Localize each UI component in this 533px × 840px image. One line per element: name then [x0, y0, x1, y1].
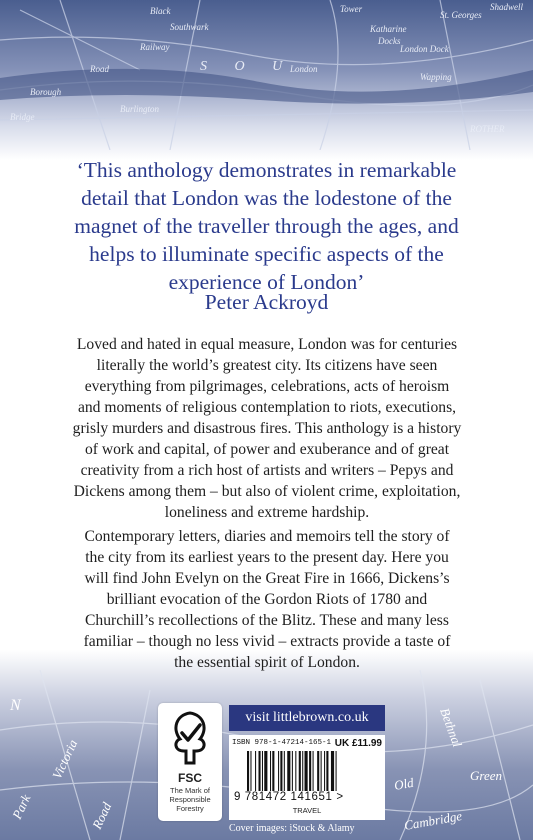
- quote-line: detail that London was the lodestone of the: [81, 186, 452, 210]
- barcode-bar: [255, 751, 256, 791]
- map-label: Railway: [140, 42, 170, 52]
- barcode-bar: [305, 751, 308, 791]
- blurb-line: creativity from a rich host of artists and writers – Pepys and: [80, 462, 454, 479]
- blurb-line: familiar – though no less vivid – extracts provide a taste of: [83, 633, 451, 650]
- isbn-label: ISBN 978-1-47214-165-1: [232, 739, 332, 747]
- map-label: Katharine: [370, 24, 407, 34]
- quote-author: Peter Ackroyd: [204, 290, 329, 314]
- map-label: Park: [9, 792, 34, 822]
- fsc-badge: [158, 703, 222, 821]
- quote-line: magnet of the traveller through the ages, and: [74, 214, 459, 238]
- blurb-line: Churchill’s recollections of the Blitz. These and many less: [85, 612, 449, 629]
- blurb-line: will find John Evelyn on the Great Fire in 1666, Dickens’s: [84, 570, 450, 587]
- barcode-bar: [270, 751, 271, 791]
- map-label: Shadwell: [490, 2, 523, 12]
- map-label: Bethnal: [437, 705, 466, 750]
- barcode-bar: [272, 751, 274, 791]
- blurb-line: brilliant evocation of the Gordon Riots of 1780 and: [106, 591, 428, 608]
- category-label: TRAVEL: [292, 806, 322, 815]
- barcode-bar: [295, 751, 296, 791]
- fsc-label: FSC: [178, 771, 202, 785]
- blurb-line: Dickens among them – but also of violent crime, exploitation,: [73, 483, 461, 500]
- barcode-bar: [287, 751, 290, 791]
- blurb-line: the essential spirit of London.: [174, 654, 360, 671]
- price-label: UK £11.99: [334, 738, 382, 749]
- barcode-bar: [262, 751, 263, 791]
- barcode-image: [247, 751, 369, 791]
- barcode-bar: [302, 751, 303, 791]
- fsc-subtitle-line: Responsible: [169, 795, 211, 804]
- map-label: Road: [90, 64, 109, 74]
- map-label: S O U: [200, 59, 295, 74]
- map-label: Road: [89, 800, 115, 832]
- barcode-bar: [313, 751, 314, 791]
- endorsement-quote: [50, 156, 483, 296]
- fsc-subtitle-line: Forestry: [176, 804, 204, 813]
- blurb-line: loneliness and extreme hardship.: [164, 504, 370, 521]
- map-label: Cambridge: [402, 808, 464, 833]
- barcode-bar: [317, 751, 319, 791]
- barcode-bar: [259, 751, 261, 791]
- map-label: Victoria: [49, 737, 81, 782]
- blurb-line: Loved and hated in equal measure, London was for centuries: [76, 336, 458, 353]
- barcode-bar: [278, 751, 279, 791]
- barcode-digits: 9 781472 141651 >: [234, 791, 344, 803]
- map-label: St. Georges: [440, 10, 482, 20]
- map-label: London: [290, 64, 318, 74]
- blurb-line: everything from pilgrimages, celebrations, acts of heroism: [84, 378, 450, 395]
- barcode-bar: [250, 751, 251, 791]
- blurb-line: of work and capital, of power and exuberance and of great: [84, 441, 450, 458]
- blurb-line: grisly murders and disastrous fires. This anthology is a history: [72, 420, 462, 437]
- fsc-subtitle: [160, 786, 220, 813]
- blurb-paragraph-1: [62, 334, 472, 523]
- blurb-line: Contemporary letters, diaries and memoirs tell the story of: [84, 528, 450, 545]
- map-label: Southwark: [170, 22, 209, 32]
- quote-line: experience of London’: [168, 270, 365, 294]
- map-label: London Dock: [400, 44, 449, 54]
- barcode-bar: [264, 751, 267, 791]
- map-label: Bridge: [10, 112, 35, 122]
- map-label: Tower: [340, 4, 363, 14]
- publisher-website: visit littlebrown.co.uk: [229, 705, 385, 731]
- map-label: Wapping: [420, 72, 452, 82]
- map-label: Docks: [378, 36, 401, 46]
- blurb-line: literally the world’s greatest city. Its citizens have seen: [96, 357, 438, 374]
- barcode-bar: [309, 751, 311, 791]
- map-label: Borough: [30, 87, 62, 97]
- barcode-panel: [229, 735, 385, 820]
- cover-credit: Cover images: iStock & Alamy: [229, 823, 355, 834]
- barcode-bar: [324, 751, 325, 791]
- map-label: ROTHER: [470, 124, 505, 134]
- barcode-bar: [326, 751, 328, 791]
- barcode-bar: [284, 751, 285, 791]
- fsc-subtitle-line: The Mark of: [169, 786, 210, 795]
- blurb-line: the city from its earliest years to the present day. Here you: [85, 549, 449, 566]
- blurb-line: and moments of religious contemplation to riots, executions,: [77, 399, 457, 416]
- barcode-bar: [331, 751, 334, 791]
- barcode-bar: [292, 751, 293, 791]
- quote-line: helps to illuminate specific aspects of the: [89, 242, 444, 266]
- quote-line: ‘This anthology demonstrates in remarkable: [76, 158, 457, 182]
- barcode-bar: [299, 751, 301, 791]
- barcode-bar: [280, 751, 282, 791]
- blurb-paragraph-2: [62, 526, 472, 673]
- barcode-bar: [336, 751, 337, 791]
- map-label: Black: [150, 6, 171, 16]
- tree-checkmark-icon: [158, 707, 222, 771]
- map-label: Old: [392, 774, 415, 793]
- map-top: [0, 0, 533, 150]
- barcode-bar: [321, 751, 322, 791]
- barcode-bar: [247, 751, 249, 791]
- map-label: Green: [470, 768, 503, 783]
- map-label: Burlington: [120, 104, 160, 114]
- map-label: N: [10, 697, 21, 714]
